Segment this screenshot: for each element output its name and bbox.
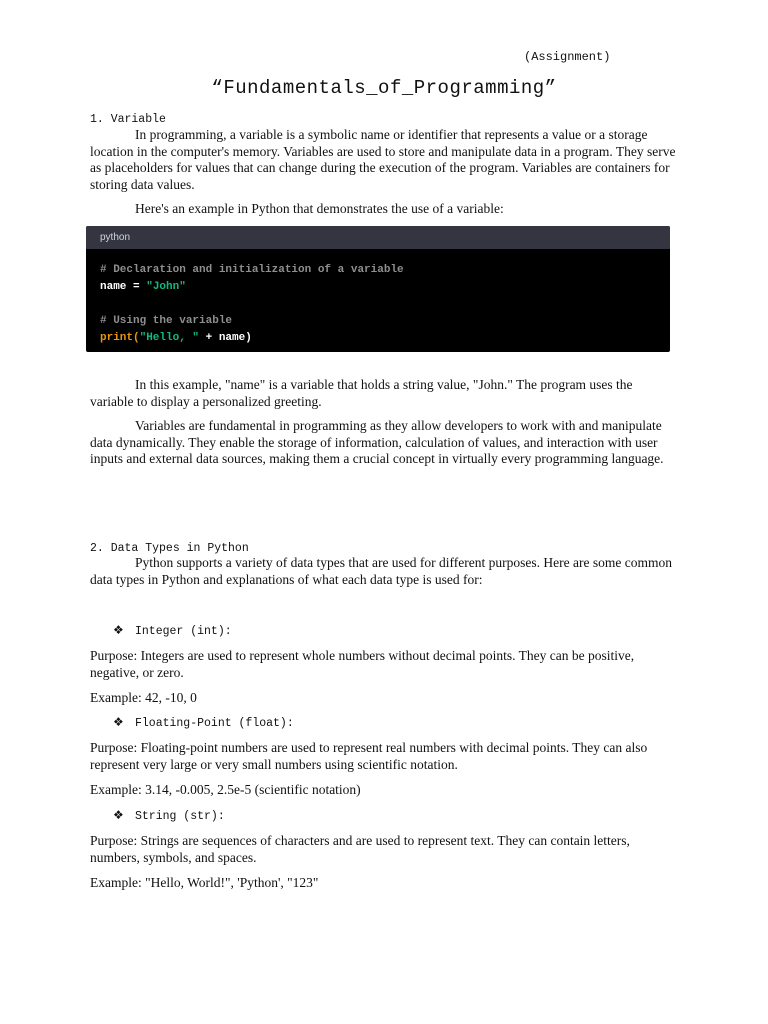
example-intro-paragraph	[90, 201, 678, 218]
section-1-heading: 1. Variable	[90, 113, 166, 126]
example-intro-text: Here's an example in Python that demonstrates the use of a variable:	[135, 201, 504, 216]
data-type-integer	[113, 623, 232, 638]
assignment-label: (Assignment)	[524, 50, 611, 64]
data-types-intro-text: Python supports a variety of data types that are used for different purposes. Here are some common data types in Python and explanations of what each data type is used for:	[90, 555, 672, 587]
data-type-example: Example: "Hello, World!", 'Python', "123"	[90, 875, 319, 890]
code-string: "Hello, "	[139, 332, 200, 344]
python-code-block	[86, 226, 670, 352]
code-variable: name =	[100, 281, 147, 293]
variables-importance-paragraph	[90, 418, 678, 468]
data-type-name: Integer (int):	[135, 625, 232, 638]
code-line-1	[100, 262, 656, 279]
example-explanation-paragraph	[90, 377, 678, 410]
code-function: print(	[100, 332, 140, 344]
data-type-purpose: Purpose: Floating-point numbers are used to represent real numbers with decimal points. They can also represent very large or very small numbers using scientific notation.	[90, 740, 648, 772]
data-type-name: String (str):	[135, 810, 225, 823]
section-2-heading: 2. Data Types in Python	[90, 542, 249, 555]
data-type-example: Example: 42, -10, 0	[90, 690, 197, 705]
example-explanation-text: In this example, "name" is a variable that holds a string value, "John." The program uses the variable to display a personalized greeting.	[90, 377, 633, 409]
code-line-3	[100, 296, 656, 313]
data-type-name: Floating-Point (float):	[135, 717, 294, 730]
data-type-example: Example: 3.14, -0.005, 2.5e-5 (scientific notation)	[90, 782, 361, 797]
variable-definition-paragraph	[90, 127, 678, 193]
data-type-string	[113, 808, 225, 823]
code-line-4	[100, 313, 656, 330]
diamond-bullet-icon: ❖	[113, 808, 124, 822]
data-type-purpose: Purpose: Integers are used to represent whole numbers without decimal points. They can be positive, negative, or zero.	[90, 648, 635, 680]
code-comment: # Declaration and initialization of a variable	[100, 264, 404, 276]
data-type-float	[113, 715, 294, 730]
code-line-5	[100, 330, 656, 347]
code-body	[86, 249, 670, 347]
data-types-intro-paragraph	[90, 555, 678, 588]
code-expression: + name)	[199, 332, 252, 344]
code-comment: # Using the variable	[100, 315, 233, 327]
variables-importance-text: Variables are fundamental in programming as they allow developers to work with and manipulate data dynamically. They enable the storage of information, calculation of values, and interaction with user inputs and external data sources, making them a crucial concept in virtually every programming language.	[90, 418, 664, 466]
document-title: “Fundamentals_of_Programming”	[211, 77, 557, 99]
variable-definition-text: In programming, a variable is a symbolic name or identifier that represents a value or a storage location in the computer's memory. Variables are used to store and manipulate data in a program. They serve as placeholders for values that can change during the execution of the program. Variables are containers for storing data values.	[90, 127, 676, 192]
code-language-label: python	[86, 226, 670, 249]
data-type-purpose: Purpose: Strings are sequences of characters and are used to represent text. They can contain letters, numbers, symbols, and spaces.	[90, 833, 630, 865]
code-line-2	[100, 279, 656, 296]
diamond-bullet-icon: ❖	[113, 715, 124, 729]
code-string: "John"	[146, 281, 186, 293]
diamond-bullet-icon: ❖	[113, 623, 124, 637]
